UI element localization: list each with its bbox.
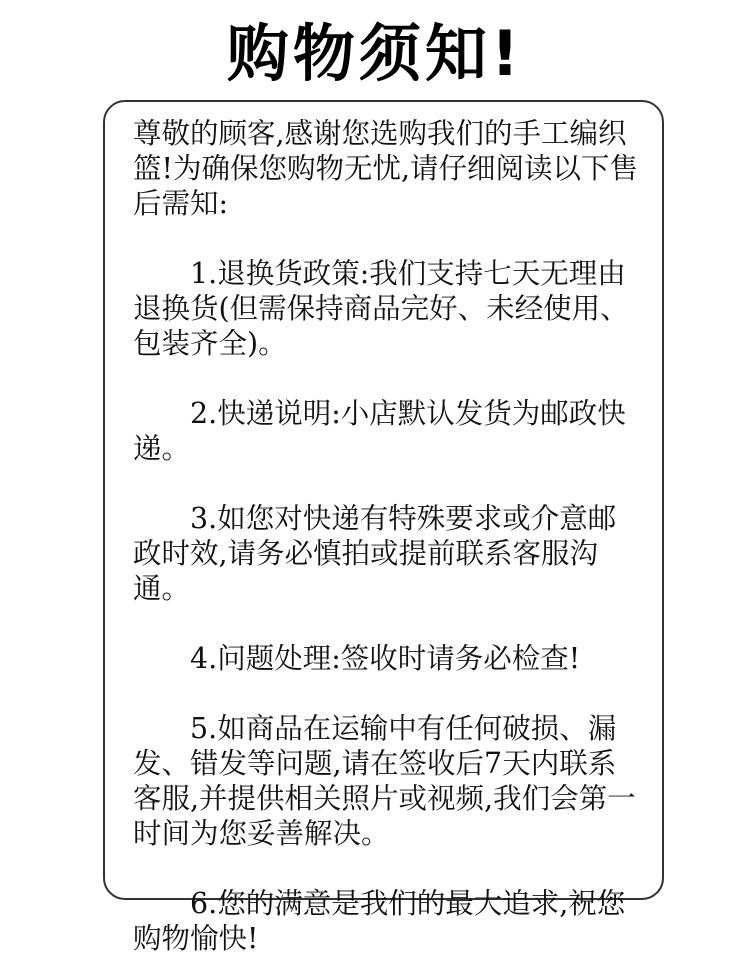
notice-text	[133, 116, 638, 956]
page-title: 购物须知!	[226, 17, 524, 90]
notice-item-inspection: 4.问题处理:签收时请务必检查!	[190, 642, 581, 675]
notice-intro: 尊敬的顾客,感谢您选购我们的手工编织篮!为确保您购物无忧,请仔细阅读以下售后需知:	[133, 117, 639, 220]
notice-box	[103, 100, 664, 955]
notice-item-damage-handling: 5.如商品在运输中有任何破损、漏发、错发等问题,请在签收后7天内联系客服,并提供相关照片或视频,我们会第一时间为您妥善解决。	[133, 712, 636, 850]
notice-item-special-requests: 3.如您对快递有特殊要求或介意邮政时效,请务必慎拍或提前联系客服沟通。	[133, 502, 617, 605]
notice-item-returns-policy: 1.退换货政策:我们支持七天无理由退换货(但需保持商品完好、未经使用、包装齐全)。	[133, 257, 629, 360]
notice-item-shipping: 2.快递说明:小店默认发货为邮政快递。	[133, 397, 626, 465]
notice-item-closing: 6.您的满意是我们的最大追求,祝您购物愉快!	[133, 887, 626, 955]
